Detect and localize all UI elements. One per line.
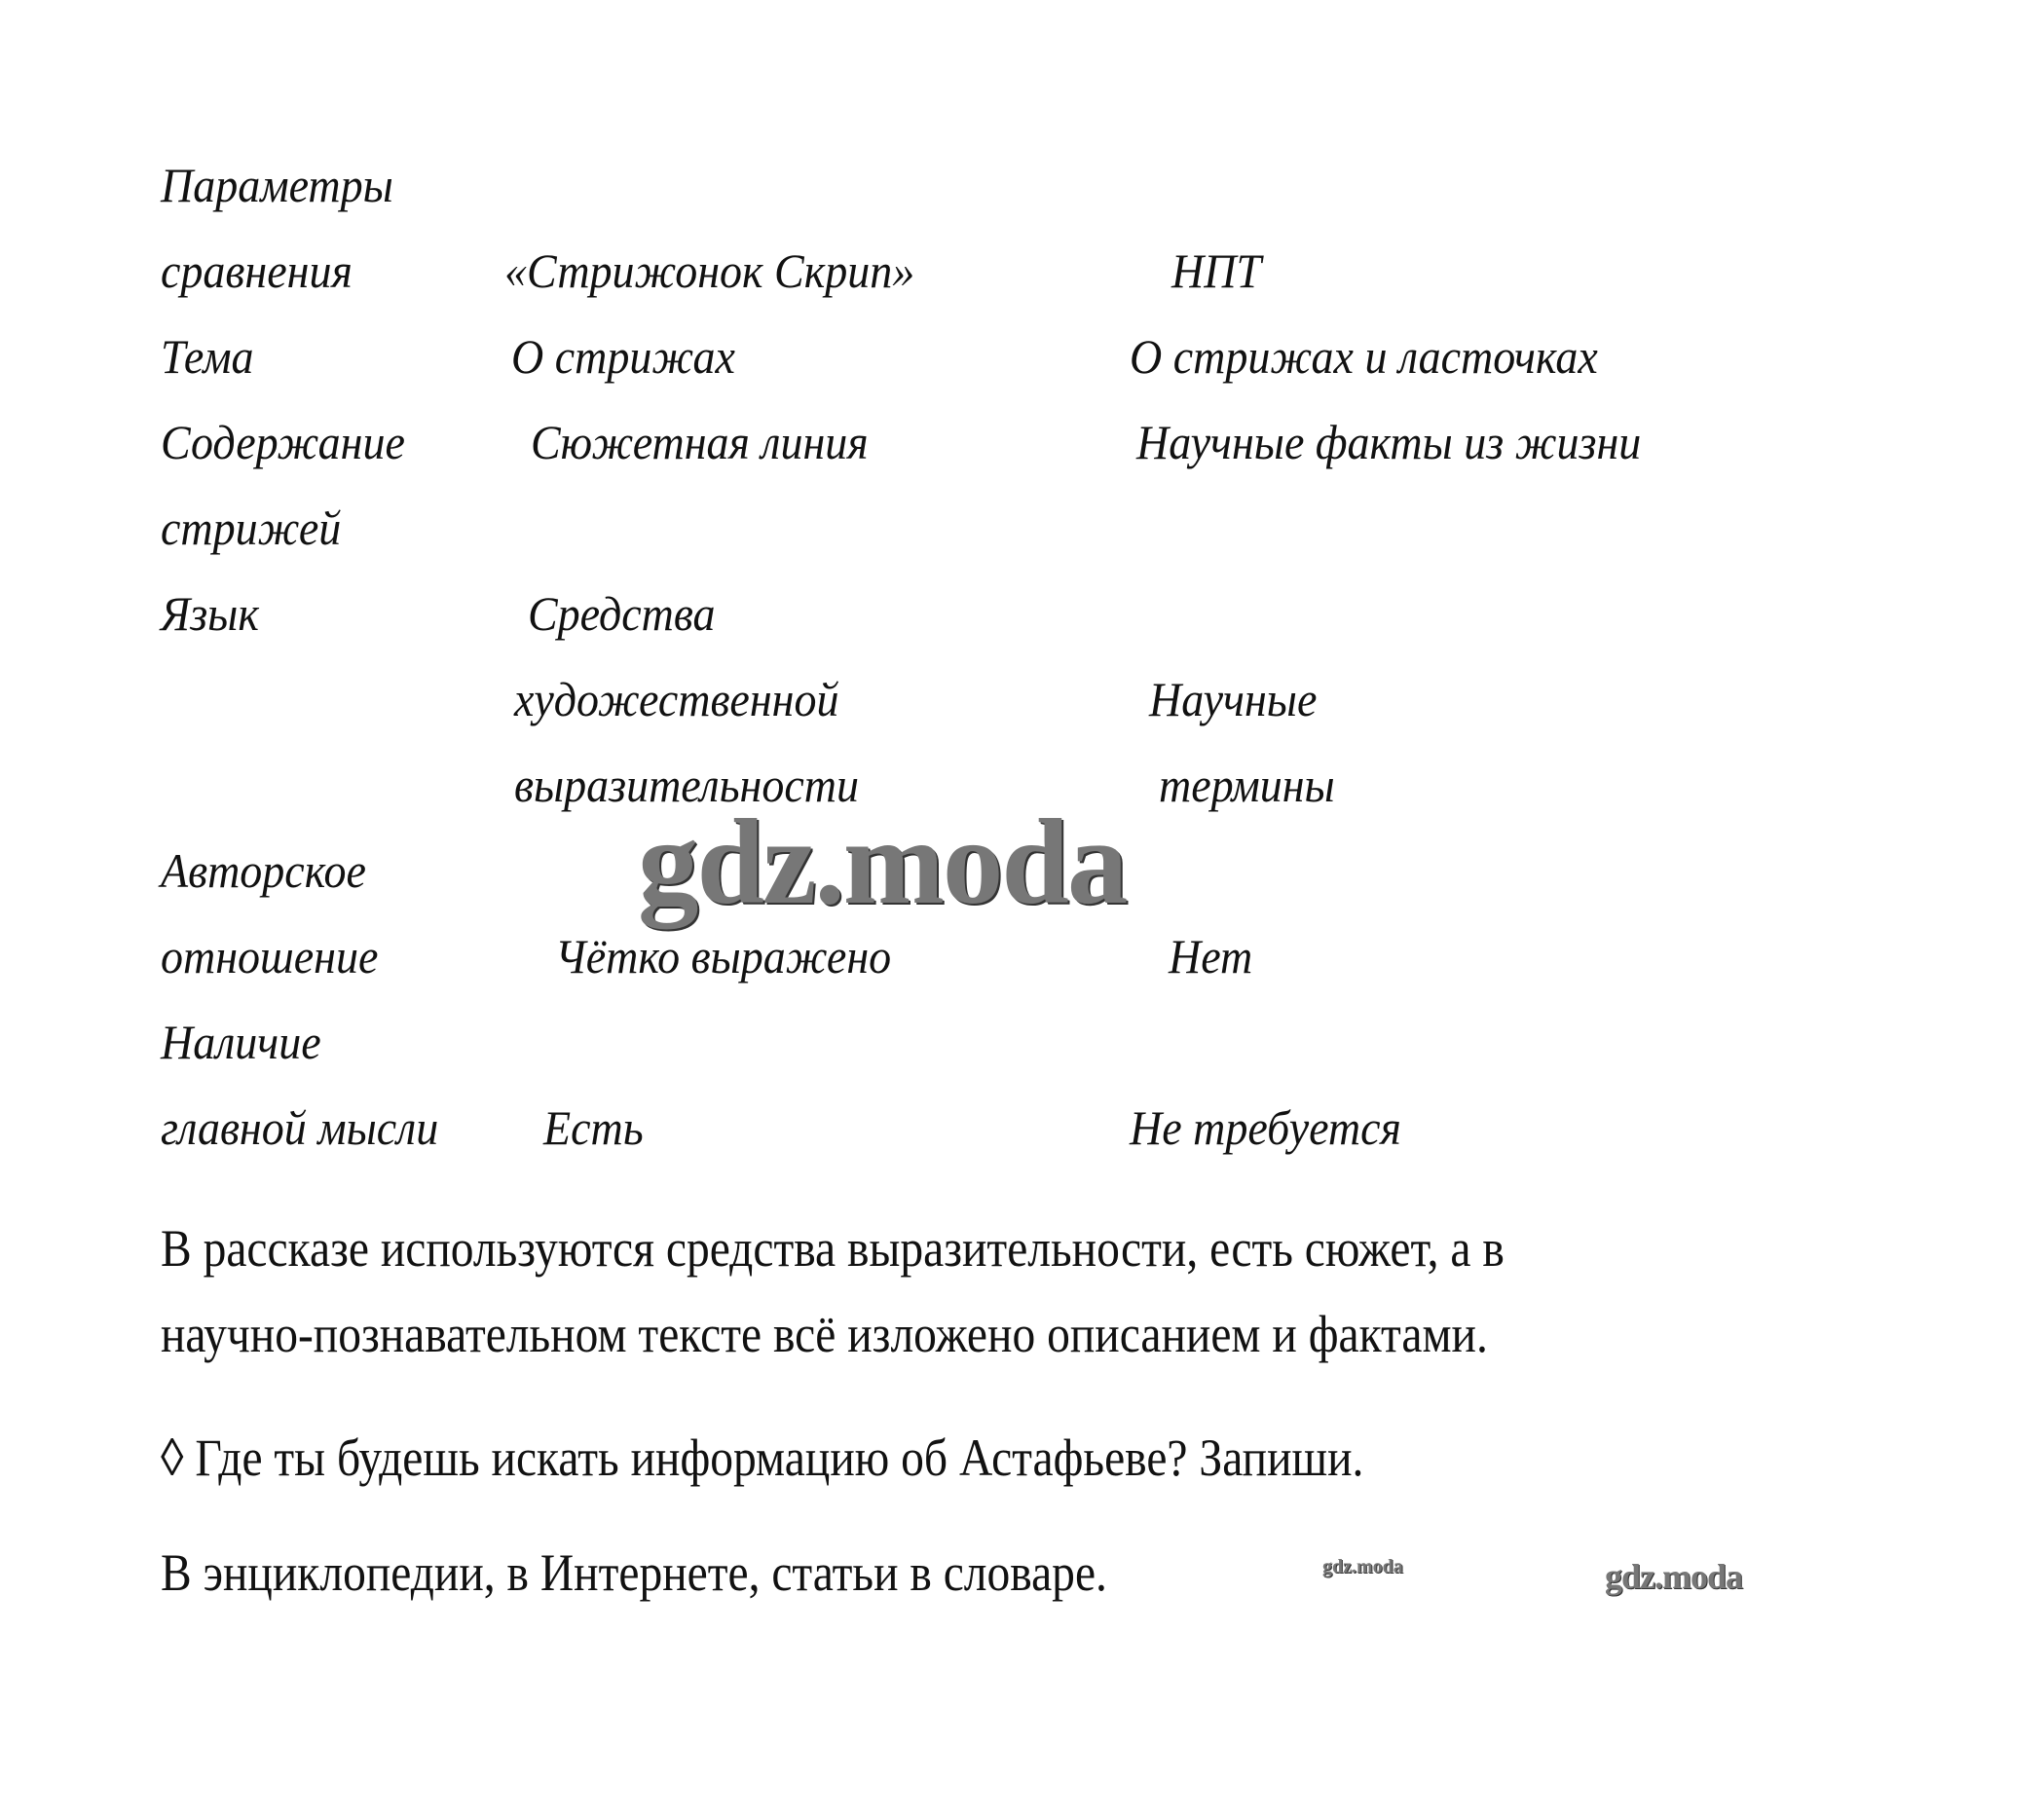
row-theme-npt: О стрижах и ласточках (1130, 329, 1598, 384)
watermark-medium: gdz.moda (1605, 1557, 1743, 1596)
header-story: «Стрижонок Скрип» (504, 243, 915, 298)
row-theme-story: О стрижах (511, 329, 735, 384)
row-idea-story: Есть (543, 1100, 644, 1155)
row-content-param: Содержание (161, 415, 405, 469)
row-author-npt: Нет (1169, 929, 1253, 983)
row-lang-npt-1: Научные (1149, 672, 1318, 726)
header-param-1: Параметры (161, 158, 393, 212)
row-content-story: Сюжетная линия (531, 415, 869, 469)
row-idea-param-1: Наличие (161, 1015, 321, 1069)
row-lang-story-2: художественной (514, 672, 839, 726)
header-param-2: сравнения (161, 243, 353, 298)
row-content-npt: Научные факты из жизни (1136, 415, 1642, 469)
watermark-small: gdz.moda (1322, 1556, 1403, 1577)
row-author-param-1: Авторское (161, 843, 366, 898)
row-lang-story-1: Средства (528, 586, 716, 641)
row-idea-param-2: главной мысли (161, 1100, 439, 1155)
row-lang-npt-2: термины (1159, 758, 1335, 812)
row-lang-param: Язык (161, 586, 259, 641)
watermark-large: gdz.moda (638, 796, 1127, 930)
header-npt: НПТ (1171, 243, 1262, 298)
answer-text: В энциклопедии, в Интернете, статьи в словаре. (161, 1543, 1107, 1602)
row-idea-npt: Не требуется (1130, 1100, 1401, 1155)
conclusion-line-1: В рассказе используются средства выразительности, есть сюжет, а в (161, 1219, 1505, 1278)
question-text: ◊ Где ты будешь искать информацию об Астафьеве? Запиши. (161, 1428, 1364, 1487)
row-author-param-2: отношение (161, 929, 379, 983)
row-content-param-2: стрижей (161, 501, 342, 555)
row-theme-param: Тема (161, 329, 254, 384)
conclusion-line-2: научно-познавательном тексте всё изложено описанием и фактами. (161, 1305, 1488, 1363)
row-lang-story-3: выразительности (514, 758, 860, 812)
row-author-story: Чётко выражено (555, 929, 892, 983)
